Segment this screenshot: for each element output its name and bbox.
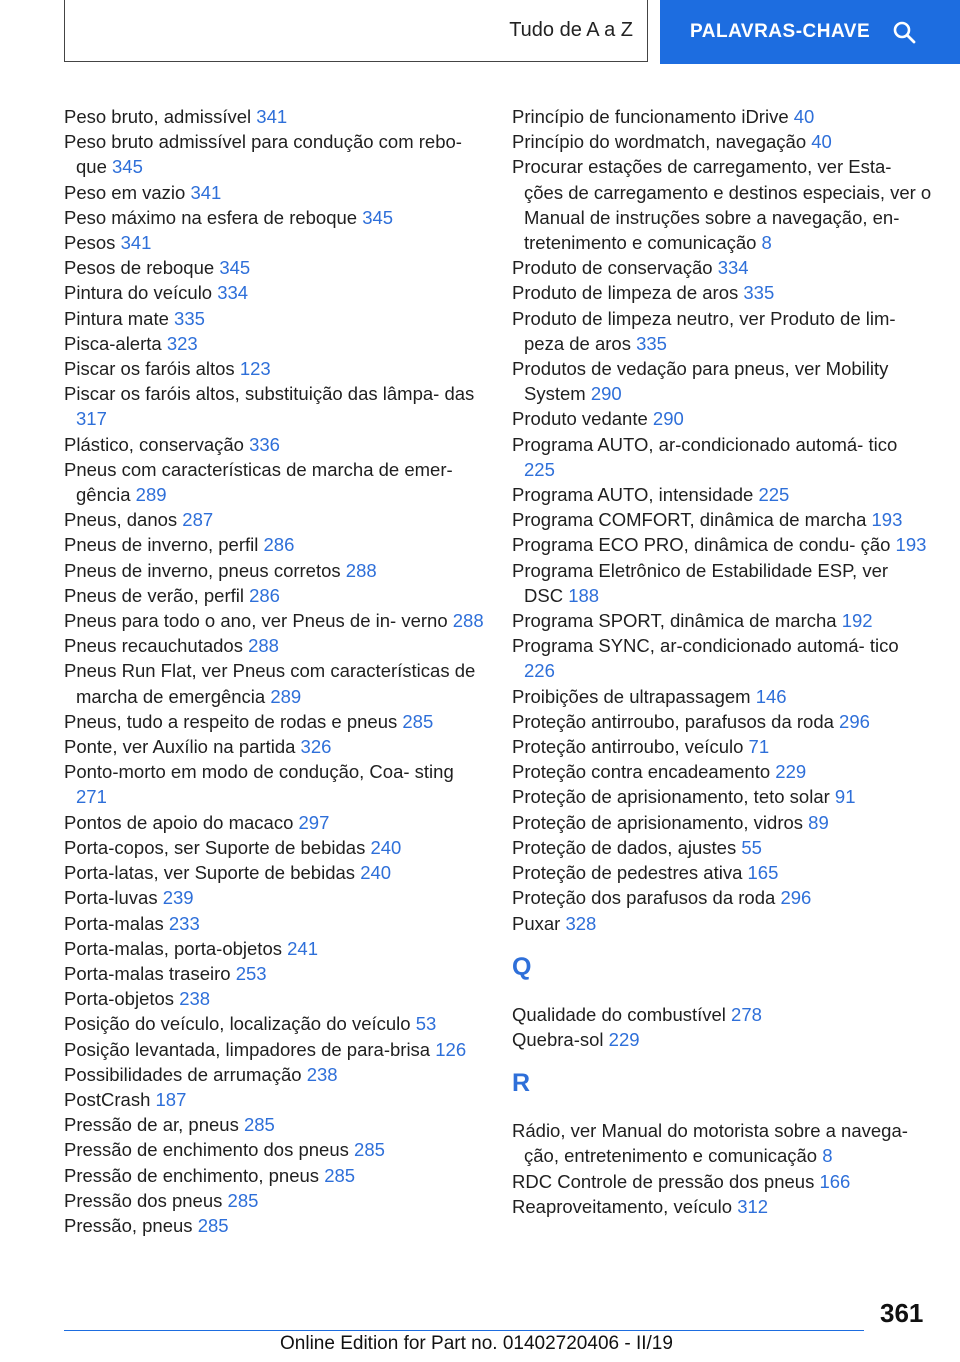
- index-entry: [512, 255, 932, 280]
- index-entry: [512, 356, 932, 406]
- index-entry-page-link[interactable]: 296: [780, 887, 812, 909]
- index-entry-text: Pintura mate: [64, 307, 169, 329]
- index-column-left: [64, 104, 484, 1238]
- index-entry-text: Programa SYNC, ar-condicionado automá- tico: [512, 635, 899, 657]
- index-entry-text: Proteção de aprisionamento, teto solar: [512, 786, 830, 808]
- index-entry-page-link[interactable]: 312: [737, 1195, 769, 1217]
- index-entry-text: Pressão de ar, pneus: [64, 1114, 239, 1136]
- index-entry: [512, 482, 932, 507]
- index-entry: [64, 356, 484, 381]
- index-entry-text: Puxar: [512, 912, 561, 934]
- index-entry-page-link[interactable]: 290: [590, 383, 622, 405]
- index-entry: [512, 532, 932, 557]
- index-entry: [64, 810, 484, 835]
- index-entry-page-link[interactable]: 8: [761, 232, 772, 254]
- index-entry-text: Pontos de apoio do macaco: [64, 811, 294, 833]
- index-entry: [512, 911, 932, 936]
- index-entry-text: Programa SPORT, dinâmica de marcha: [512, 610, 837, 632]
- index-entry-page-link[interactable]: 91: [834, 786, 856, 808]
- index-entry-text: Pneus para todo o ano, ver Pneus de in- verno: [64, 610, 448, 632]
- index-entry-page-link[interactable]: 55: [741, 836, 762, 858]
- index-entry-text: Proteção antirroubo, parafusos da roda: [512, 710, 834, 732]
- index-entry-page-link[interactable]: 336: [249, 433, 280, 455]
- index-entry-page-link[interactable]: 288: [452, 610, 484, 632]
- tab-keywords[interactable]: [660, 0, 960, 64]
- index-entry-text: Produto vedante: [512, 408, 648, 430]
- index-entry-page-link[interactable]: 289: [135, 484, 167, 506]
- page-number: 361: [880, 1298, 924, 1328]
- index-entry-text: Porta-luvas: [64, 887, 158, 909]
- index-entry: [512, 432, 932, 482]
- index-entry-page-link[interactable]: 238: [306, 1063, 338, 1085]
- index-entry-text: Peso bruto, admissível: [64, 106, 252, 127]
- index-entry: [64, 734, 484, 759]
- index-entry-page-link[interactable]: 290: [652, 408, 684, 430]
- index-entry: [64, 1137, 484, 1162]
- search-icon: [892, 20, 916, 44]
- index-entry-text: Porta-malas traseiro: [64, 962, 231, 984]
- index-entry: [64, 658, 484, 708]
- index-entry-page-link[interactable]: 285: [227, 1189, 259, 1211]
- index-entry-page-link[interactable]: 285: [324, 1164, 356, 1186]
- index-entry: [512, 129, 932, 154]
- index-entry: [64, 205, 484, 230]
- index-entry-page-link[interactable]: 326: [300, 736, 332, 758]
- index-entry-text: Produto de limpeza de aros: [512, 282, 739, 304]
- index-entry-text: Porta-malas: [64, 912, 164, 934]
- index-entry-page-link[interactable]: 193: [895, 534, 927, 556]
- index-entry: [64, 532, 484, 557]
- index-column-right: [512, 104, 932, 1219]
- index-entry-text: Posição do veículo, localização do veículo: [64, 1013, 411, 1035]
- index-entry-page-link[interactable]: 328: [565, 912, 597, 934]
- index-entry-page-link[interactable]: 71: [748, 736, 770, 758]
- index-entry-page-link[interactable]: 286: [249, 584, 280, 606]
- index-entry: [512, 1194, 932, 1219]
- index-entry: [64, 432, 484, 457]
- index-entry-text: Pneus de verão, perfil: [64, 584, 244, 606]
- index-entry-page-link[interactable]: 334: [217, 282, 249, 304]
- index-entry-text: Pneus Run Flat, ver Pneus com características de marcha de emergência: [64, 660, 476, 707]
- index-entry: [512, 104, 932, 129]
- index-entry: [512, 885, 932, 910]
- index-entry-page-link[interactable]: 341: [190, 181, 222, 203]
- index-entry-text: Proteção de pedestres ativa: [512, 862, 743, 884]
- index-entry-page-link[interactable]: 53: [415, 1013, 437, 1035]
- index-entry-text: Peso bruto admissível para condução com rebo- que: [64, 131, 462, 178]
- section-letter-r: R: [512, 1069, 531, 1098]
- index-group-q: [512, 1002, 932, 1052]
- index-entry: [64, 936, 484, 961]
- index-entry-text: Peso máximo na esfera de reboque: [64, 206, 358, 228]
- index-entry-page-link[interactable]: 341: [120, 232, 152, 254]
- index-entry: [64, 759, 484, 809]
- index-entry-page-link[interactable]: 40: [793, 106, 815, 127]
- index-entry-text: Ponto-morto em modo de condução, Coa- sting: [64, 761, 454, 783]
- index-entry-page-link[interactable]: 225: [758, 484, 790, 506]
- index-entry-text: Proteção de dados, ajustes: [512, 836, 737, 858]
- index-entry-page-link[interactable]: 240: [370, 836, 402, 858]
- index-entry-page-link[interactable]: 334: [717, 257, 749, 279]
- index-entry: [512, 280, 932, 305]
- index-entry-text: Pressão de enchimento, pneus: [64, 1164, 320, 1186]
- footer-edition: Online Edition for Part no. 01402720406 - II/19: [280, 1333, 673, 1354]
- index-entry: [512, 810, 932, 835]
- index-entry-page-link[interactable]: 8: [822, 1145, 833, 1167]
- index-group-p: [512, 104, 932, 936]
- index-entry-page-link[interactable]: 335: [743, 282, 775, 304]
- index-group-r: [512, 1118, 932, 1219]
- index-entry-text: Piscar os faróis altos: [64, 358, 235, 380]
- index-entry-text: Programa AUTO, ar-condicionado automá- tico: [512, 433, 898, 455]
- index-entry: [64, 1163, 484, 1188]
- index-entry: [512, 406, 932, 431]
- index-entry-text: Pesos de reboque: [64, 257, 215, 279]
- index-entry-text: Possibilidades de arrumação: [64, 1063, 302, 1085]
- index-entry: [64, 1087, 484, 1112]
- index-entry: [64, 331, 484, 356]
- index-entry-text: Porta-copos, ser Suporte de bebidas: [64, 836, 366, 858]
- index-entry: [64, 457, 484, 507]
- index-entry-text: Proteção contra encadeamento: [512, 761, 771, 783]
- index-entry-text: PostCrash: [64, 1088, 151, 1110]
- index-entry-text: Pneus, tudo a respeito de rodas e pneus: [64, 710, 398, 732]
- index-entry-text: Porta-latas, ver Suporte de bebidas: [64, 862, 356, 884]
- index-entry-text: Quebra-sol: [512, 1028, 604, 1050]
- index-entry: [64, 608, 484, 633]
- index-entry: [64, 961, 484, 986]
- index-entry: [64, 583, 484, 608]
- index-entry-text: Proteção antirroubo, veículo: [512, 736, 744, 758]
- index-entry: [64, 255, 484, 280]
- tab-keywords-label: PALAVRAS-CHAVE: [690, 21, 871, 42]
- index-entry: [64, 986, 484, 1011]
- index-entry: [512, 784, 932, 809]
- index-entry-page-link[interactable]: 225: [524, 458, 555, 480]
- index-entry-page-link[interactable]: 226: [524, 660, 555, 682]
- index-entry: [64, 1037, 484, 1062]
- index-entry-text: Princípio do wordmatch, navegação: [512, 131, 807, 153]
- index-entry-text: Programa Eletrônico de Estabilidade ESP, ver DSC: [512, 559, 889, 606]
- index-entry-page-link[interactable]: 240: [360, 862, 392, 884]
- index-entry: [64, 306, 484, 331]
- index-entry: [64, 911, 484, 936]
- index-entry-page-link[interactable]: 271: [76, 786, 107, 808]
- index-entry: [512, 759, 932, 784]
- tab-a-to-z[interactable]: [64, 0, 648, 62]
- index-entry-text: Peso em vazio: [64, 181, 186, 203]
- index-entry-page-link[interactable]: 286: [263, 534, 295, 556]
- index-entry-text: Proteção dos parafusos da roda: [512, 887, 776, 909]
- index-entry-text: Produtos de vedação para pneus, ver Mobility System: [512, 358, 889, 405]
- index-entry-page-link[interactable]: 238: [179, 988, 211, 1010]
- index-entry-text: Reaproveitamento, veículo: [512, 1195, 733, 1217]
- index-entry: [512, 633, 932, 683]
- index-entry-page-link[interactable]: 345: [362, 206, 394, 228]
- index-entry-text: Plástico, conservação: [64, 433, 244, 455]
- index-entry-page-link[interactable]: 288: [248, 635, 279, 657]
- index-entry-page-link[interactable]: 239: [162, 887, 194, 909]
- index-entry: [512, 1118, 932, 1168]
- index-entry-text: Produto de conservação: [512, 257, 713, 279]
- index-entry-page-link[interactable]: 166: [819, 1170, 851, 1192]
- index-entry-page-link[interactable]: 317: [76, 408, 107, 430]
- index-entry-page-link[interactable]: 289: [270, 685, 302, 707]
- index-entry-page-link[interactable]: 126: [435, 1038, 467, 1060]
- index-entry-text: Ponte, ver Auxílio na partida: [64, 736, 296, 758]
- index-entry-page-link[interactable]: 229: [775, 761, 807, 783]
- index-entry-text: Proteção de aprisionamento, vidros: [512, 811, 804, 833]
- index-entry: [64, 381, 484, 431]
- index-entry: [64, 1112, 484, 1137]
- index-entry-page-link[interactable]: 89: [808, 811, 829, 833]
- index-entry: [64, 1011, 484, 1036]
- index-entry-text: Posição levantada, limpadores de para-brisa: [64, 1038, 431, 1060]
- index-entry-page-link[interactable]: 341: [256, 106, 288, 127]
- index-entry-page-link[interactable]: 229: [608, 1028, 640, 1050]
- index-entry-page-link[interactable]: 296: [839, 710, 870, 732]
- index-entry: [512, 154, 932, 255]
- index-entry: [64, 1188, 484, 1213]
- index-entry: [512, 1169, 932, 1194]
- index-entry-text: Pneus, danos: [64, 509, 178, 531]
- index-entry-text: Procurar estações de carregamento, ver Esta- ções de carregamento e destinos especiais, ver o Manual de instruções sobre a navegação, en- tretenimento e comunicação: [512, 156, 932, 254]
- index-entry-page-link[interactable]: 253: [235, 962, 267, 984]
- index-entry: [512, 835, 932, 860]
- index-entry-text: Pneus recauchutados: [64, 635, 243, 657]
- index-entry-page-link[interactable]: 40: [811, 131, 832, 153]
- index-entry-text: Pressão, pneus: [64, 1214, 193, 1236]
- index-entry: [64, 1213, 484, 1238]
- index-entry-text: Porta-malas, porta-objetos: [64, 937, 282, 959]
- index-entry-text: Qualidade do combustível: [512, 1003, 726, 1025]
- index-entry: [512, 507, 932, 532]
- index-entry-page-link[interactable]: 165: [747, 862, 779, 884]
- index-entry-page-link[interactable]: 335: [636, 332, 667, 354]
- index-entry-text: Rádio, ver Manual do motorista sobre a navega- ção, entretenimento e comunicação: [512, 1120, 908, 1167]
- index-entry-page-link[interactable]: 323: [166, 332, 198, 354]
- index-entry: [64, 860, 484, 885]
- index-entry-text: Programa AUTO, intensidade: [512, 484, 754, 506]
- index-entry-page-link[interactable]: 188: [568, 584, 600, 606]
- index-entry-page-link[interactable]: 285: [197, 1214, 229, 1236]
- index-entry: [64, 835, 484, 860]
- footer-divider: [64, 1330, 864, 1331]
- index-entry-text: Pesos: [64, 232, 116, 254]
- index-entry: [64, 129, 484, 179]
- index-entry: [64, 104, 484, 129]
- index-entry-page-link[interactable]: 187: [155, 1088, 187, 1110]
- tab-a-to-z-label: Tudo de A a Z: [509, 19, 633, 41]
- index-entry-page-link[interactable]: 278: [731, 1003, 762, 1025]
- index-entry: [64, 885, 484, 910]
- index-entry-page-link[interactable]: 285: [243, 1114, 275, 1136]
- index-entry-text: Produto de limpeza neutro, ver Produto de lim- peza de aros: [512, 307, 896, 354]
- index-entry: [64, 558, 484, 583]
- index-entry-text: Pneus de inverno, perfil: [64, 534, 259, 556]
- index-entry-text: Porta-objetos: [64, 988, 175, 1010]
- index-entry-page-link[interactable]: 123: [239, 358, 271, 380]
- index-entry: [64, 507, 484, 532]
- index-entry-text: Pneus de inverno, pneus corretos: [64, 559, 341, 581]
- index-entry: [512, 684, 932, 709]
- index-entry-text: Pressão de enchimento dos pneus: [64, 1139, 349, 1161]
- index-entry: [64, 280, 484, 305]
- index-entry: [512, 558, 932, 608]
- index-entry: [64, 633, 484, 658]
- index-entry-text: Princípio de funcionamento iDrive: [512, 106, 789, 127]
- index-entry-text: Pintura do veículo: [64, 282, 213, 304]
- index-entry-page-link[interactable]: 193: [871, 509, 903, 531]
- page-header: [0, 0, 960, 68]
- index-entry-text: Pneus com características de marcha de emer- gência: [64, 458, 453, 506]
- index-entry-text: Piscar os faróis altos, substituição das lâmpa- das: [64, 383, 475, 405]
- index-entry-text: Proibições de ultrapassagem: [512, 685, 751, 707]
- index-entry-text: Pressão dos pneus: [64, 1189, 223, 1211]
- index-entry-text: RDC Controle de pressão dos pneus: [512, 1170, 815, 1192]
- index-entry-page-link[interactable]: 285: [354, 1139, 385, 1161]
- index-entry: [512, 306, 932, 356]
- index-entry-page-link[interactable]: 192: [841, 610, 873, 632]
- index-entry-page-link[interactable]: 345: [219, 257, 251, 279]
- index-entry: [512, 608, 932, 633]
- index-entry: [512, 709, 932, 734]
- section-letter-q: Q: [512, 952, 532, 981]
- index-entry-text: Programa COMFORT, dinâmica de marcha: [512, 509, 867, 531]
- index-entry: [512, 860, 932, 885]
- index-entry: [512, 1002, 932, 1027]
- index-entry-page-link[interactable]: 287: [182, 509, 214, 531]
- index-entry: [64, 709, 484, 734]
- index-entry: [64, 1062, 484, 1087]
- index-entry-page-link[interactable]: 285: [402, 710, 434, 732]
- index-entry-page-link[interactable]: 146: [755, 685, 787, 707]
- index-entry-page-link[interactable]: 233: [168, 912, 200, 934]
- index-entry-page-link[interactable]: 335: [174, 307, 205, 329]
- index-entry-text: Pisca-alerta: [64, 332, 162, 354]
- index-entry-page-link[interactable]: 297: [298, 811, 330, 833]
- index-entry: [64, 180, 484, 205]
- index-entry: [512, 1027, 932, 1052]
- index-entry-page-link[interactable]: 288: [345, 559, 377, 581]
- index-entry: [512, 734, 932, 759]
- index-entry-text: Programa ECO PRO, dinâmica de condu- ção: [512, 534, 891, 556]
- index-entry-page-link[interactable]: 241: [287, 937, 319, 959]
- index-entry: [64, 230, 484, 255]
- index-entry-page-link[interactable]: 345: [112, 156, 143, 178]
